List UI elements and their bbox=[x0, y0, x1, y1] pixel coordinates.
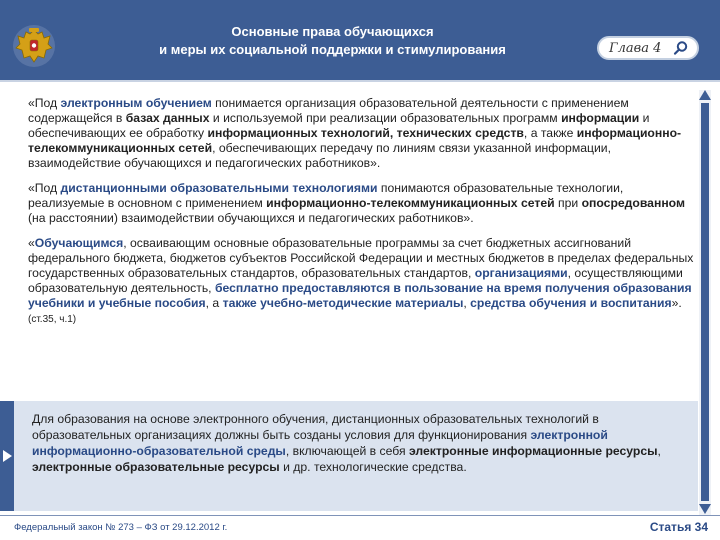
text-segment: информационно-телекоммуникационных сетей bbox=[28, 126, 682, 155]
text-segment: «Под bbox=[28, 96, 61, 110]
text-segment: , а bbox=[205, 296, 223, 310]
scroll-down-icon[interactable] bbox=[698, 503, 712, 515]
header-divider bbox=[0, 80, 720, 82]
text-segment: электронной информационно-образовательной среды bbox=[32, 428, 608, 458]
main-content bbox=[28, 96, 698, 337]
text-segment: электронные образовательные ресурсы bbox=[32, 460, 280, 474]
text-segment: информации bbox=[561, 111, 640, 125]
paragraph-electronic-learning bbox=[28, 96, 698, 171]
text-segment: (на расстоянии) взаимодействии обучающихся и педагогических работников». bbox=[28, 211, 474, 225]
text-segment: при bbox=[554, 196, 582, 210]
text-segment: , осуществляющими образовательную деятельность, bbox=[28, 266, 683, 295]
text-segment: , осваивающим основные образовательные программы за счет бюджетных ассигнований федерального бюджета, бюджетов субъектов Российской Федерации и местных бюджетов в пределах федеральных государственных образовательных стандартов, образовательных стандартов, bbox=[28, 236, 694, 280]
text-segment: , обеспечивающих передачу по линиям связи указанной информации, взаимодействие обучающихся и педагогических работников». bbox=[28, 141, 611, 170]
footer-divider bbox=[0, 515, 720, 516]
chapter-search-pill[interactable] bbox=[597, 36, 699, 60]
text-segment: (ст.35, ч.1) bbox=[28, 314, 77, 325]
footer-article: Статья 34 bbox=[649, 520, 708, 534]
text-segment: « bbox=[28, 236, 35, 250]
text-segment: базах данных bbox=[125, 111, 210, 125]
coat-of-arms-icon bbox=[12, 24, 56, 68]
text-segment: понимается организация образовательной деятельности с применением содержащейся в bbox=[28, 96, 629, 125]
text-segment: , bbox=[657, 444, 661, 458]
text-segment: Для образования на основе электронного обучения, дистанционных образовательных технологий в образовательных организациях должны быть созданы условия для функционирования bbox=[32, 412, 599, 442]
paragraph-students-rights bbox=[28, 236, 698, 327]
text-segment: средства обучения и воспитания bbox=[470, 296, 672, 310]
text-segment: и обеспечивающих ее обработку bbox=[28, 111, 650, 140]
page-title bbox=[80, 23, 585, 59]
text-segment: , включающей в себя bbox=[285, 444, 409, 458]
text-segment: и др. технологические средства. bbox=[279, 460, 467, 474]
text-segment: электронным обучением bbox=[60, 96, 212, 110]
text-segment: информационно-телекоммуникационных сетей bbox=[266, 196, 555, 210]
highlight-box-text bbox=[32, 411, 684, 475]
text-segment: также учебно-методические материалы bbox=[222, 296, 464, 310]
text-segment: , bbox=[463, 296, 471, 310]
text-segment: информационных технологий, технических средств bbox=[207, 126, 524, 140]
text-segment: бесплатно предоставляются в пользование на время получения образования учебники и учебные пособия bbox=[28, 281, 692, 310]
paragraph-distance-technologies bbox=[28, 181, 698, 226]
text-segment: дистанционными образовательными технологиями bbox=[60, 181, 378, 195]
text-segment: «Под bbox=[28, 181, 61, 195]
scroll-up-icon[interactable] bbox=[698, 89, 712, 101]
text-segment: опосредованном bbox=[581, 196, 685, 210]
text-segment: электронные информационные ресурсы bbox=[408, 444, 658, 458]
chapter-label: Глава 4 bbox=[609, 41, 662, 56]
text-segment: понимаются образовательные технологии, реализуемые в основном с применением bbox=[28, 181, 624, 210]
text-segment: , а также bbox=[523, 126, 577, 140]
play-arrow-icon[interactable] bbox=[3, 450, 12, 462]
text-segment: организациями bbox=[474, 266, 568, 280]
footer-law-reference: Федеральный закон № 273 – ФЗ от 29.12.2012 г. bbox=[14, 522, 228, 533]
text-segment: и используемой при реализации образовательных программ bbox=[209, 111, 562, 125]
text-segment: Обучающимся bbox=[34, 236, 124, 250]
title-line-1: Основные права обучающихся bbox=[231, 24, 434, 39]
text-segment: ». bbox=[671, 296, 682, 310]
title-line-2: и меры их социальной поддержки и стимулирования bbox=[159, 42, 506, 57]
search-icon[interactable] bbox=[673, 40, 689, 56]
scrollbar-thumb[interactable] bbox=[701, 103, 709, 501]
